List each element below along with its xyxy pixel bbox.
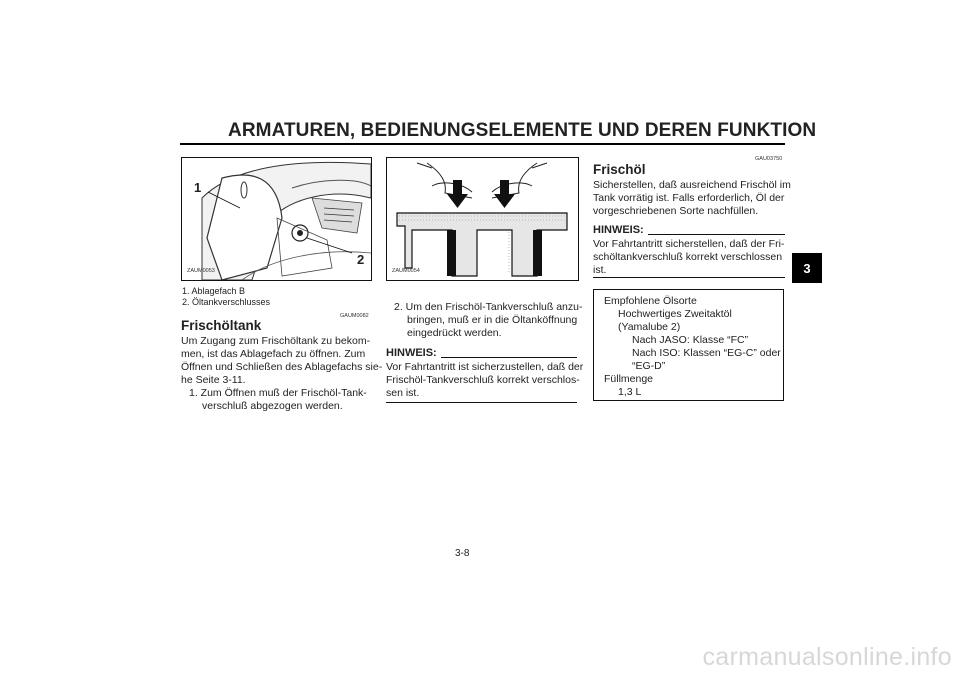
step-2 [394, 301, 582, 340]
text-line: Vor Fahrtantritt sicherstellen, daß der Fri- [593, 238, 785, 250]
text-line: vorgeschriebenen Sorte nachfüllen. [593, 205, 759, 217]
figure-caption-item-2: 2. Öltankverschlusses [182, 297, 271, 307]
text-line: 2. Um den Frischöl-Tankverschluß anzu- [394, 301, 583, 313]
text-line: Vor Fahrtantritt ist sicherzustellen, daß der [386, 361, 584, 373]
text-line: Frischöl-Tankverschluß korrekt verschlos- [386, 374, 580, 386]
oil-spec-box [593, 289, 784, 401]
figure-cap-installation [386, 157, 579, 281]
section-code: GAUM0082 [340, 313, 369, 319]
text-line: Tank vorrätig ist. Falls erforderlich, Öl der [593, 192, 785, 204]
text-line: schöltankverschluß korrekt verschlossen [593, 251, 783, 263]
figure-code: ZAUM0054 [392, 268, 420, 274]
spec-label-oil-type: Empfohlene Ölsorte [604, 295, 697, 307]
text-line: bringen, muß er in die Öltanköffnung [407, 314, 578, 326]
note-end-rule [386, 402, 577, 403]
spec-value: 1,3 L [618, 386, 642, 398]
text-line: he Seite 3-11. [181, 374, 246, 386]
step-1 [189, 387, 367, 413]
scooter-storage-illustration [182, 158, 371, 280]
note-text [593, 238, 784, 277]
page-title: ARMATUREN, BEDIENUNGSELEMENTE UND DEREN FUNKTION [228, 120, 817, 141]
chapter-tab: 3 [792, 253, 822, 283]
section-heading-frischoeltank: Frischöltank [181, 318, 262, 333]
figure-code: ZAUM0053 [187, 268, 215, 274]
spec-value: Hochwertiges Zweitaktöl [618, 308, 732, 320]
note-text [386, 361, 583, 400]
spec-value: (Yamalube 2) [618, 321, 681, 333]
note-label: HINWEIS: [593, 224, 644, 236]
text-line: eingedrückt werden. [407, 327, 502, 339]
text-line: 1. Zum Öffnen muß der Frischöl-Tank- [189, 387, 367, 399]
section-heading-frischoel: Frischöl [593, 162, 646, 177]
section-code: GAU03750 [755, 156, 783, 162]
note-rule [441, 357, 577, 358]
text-line: men, ist das Ablagefach zu öffnen. Zum [181, 348, 366, 360]
text-line: Sicherstellen, daß ausreichend Frischöl im [593, 179, 791, 191]
text-line: Um Zugang zum Frischöltank zu bekom- [181, 335, 371, 347]
spec-value: Nach JASO: Klasse “FC” [632, 334, 749, 346]
spec-value: “EG-D” [632, 360, 666, 372]
text-line: ist. [593, 264, 607, 276]
text-line: verschluß abgezogen werden. [202, 400, 343, 412]
note-end-rule [593, 277, 785, 278]
section-paragraph [181, 335, 382, 387]
title-divider [180, 143, 785, 145]
note-label: HINWEIS: [386, 347, 437, 359]
callout-2: 2 [357, 252, 365, 267]
section-paragraph [593, 179, 791, 218]
spec-label-quantity: Füllmenge [604, 373, 654, 385]
cap-installation-illustration [387, 158, 578, 280]
note-rule [648, 234, 785, 235]
callout-1: 1 [194, 180, 202, 195]
figure-caption-item-1: 1. Ablagefach B [182, 286, 246, 296]
watermark: carmanualsonline.info [702, 643, 952, 671]
page-number: 3-8 [455, 548, 470, 559]
spec-value: Nach ISO: Klassen “EG-C” oder [632, 347, 781, 359]
text-line: Öffnen und Schließen des Ablagefachs sie- [181, 361, 383, 373]
figure-oil-tank-location [181, 157, 372, 281]
text-line: sen ist. [386, 387, 420, 399]
